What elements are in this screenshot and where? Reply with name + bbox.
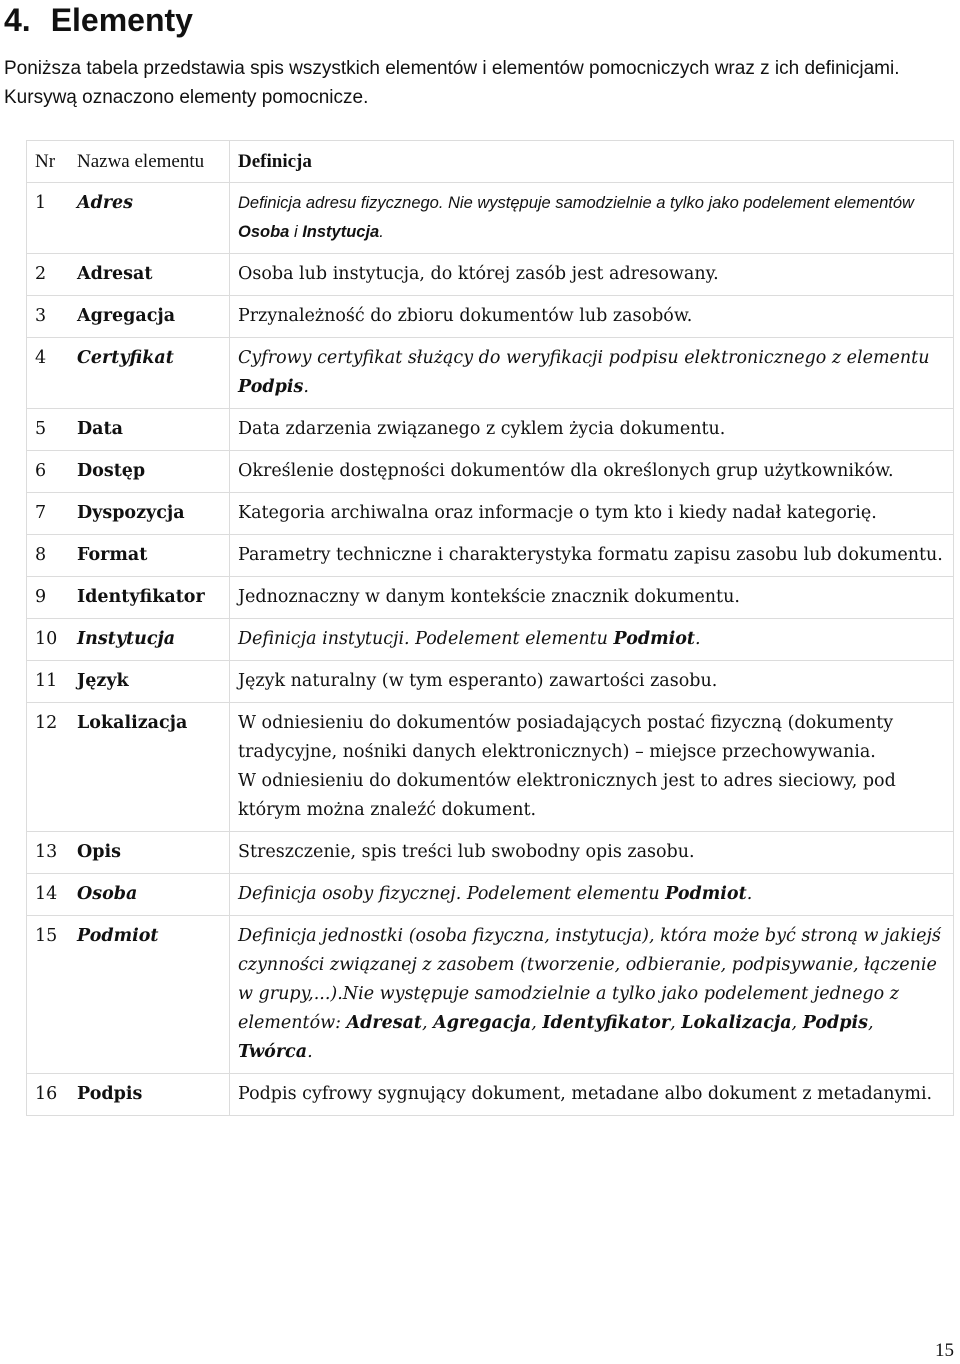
row-number: 2 [27,254,78,296]
element-definition [230,832,954,874]
row-number: 14 [27,874,78,916]
definition-term: Instytucja [302,223,380,241]
row-number: 6 [27,451,78,493]
element-definition [230,874,954,916]
definition-text: Data zdarzenia związanego z cyklem życia dokumentu. [238,419,726,439]
table-row [27,296,954,338]
table-row [27,254,954,296]
element-name: Osoba [77,874,230,916]
definition-text: Język naturalny (w tym esperanto) zawartości zasobu. [238,671,718,691]
table-row [27,409,954,451]
element-definition [230,661,954,703]
definition-text: . [379,223,384,241]
row-number: 3 [27,296,78,338]
row-number: 13 [27,832,78,874]
definition-text: , [670,1013,682,1033]
table-row [27,338,954,409]
element-name: Format [77,535,230,577]
element-name: Dyspozycja [77,493,230,535]
row-number: 10 [27,619,78,661]
definition-term: Osoba [238,223,290,241]
element-name: Certyfikat [77,338,230,409]
row-number: 11 [27,661,78,703]
definition-text: . [746,884,753,904]
definition-text: Parametry techniczne i charakterystyka formatu zapisu zasobu lub dokumentu. [238,545,943,565]
definition-text: Podpis cyfrowy sygnujący dokument, metadane albo dokument z metadanymi. [238,1084,933,1104]
definition-text: W odniesieniu do dokumentów posiadających postać fizyczną (dokumenty tradycyjne, nośniki danych elektronicznych) – miejsce przechowywania. [238,713,894,762]
element-name: Adresat [77,254,230,296]
page-number: 15 [935,1340,954,1361]
element-definition [230,916,954,1074]
table-row [27,619,954,661]
row-number: 5 [27,409,78,451]
definition-text: Cyfrowy certyfikat służący do weryfikacji podpisu elektronicznego z elementu [238,348,930,368]
table-row [27,577,954,619]
row-number: 12 [27,703,78,832]
definition-text: Streszczenie, spis treści lub swobodny opis zasobu. [238,842,695,862]
element-name: Data [77,409,230,451]
table-row [27,874,954,916]
row-number: 16 [27,1074,78,1116]
definition-text: . [303,377,309,397]
elements-table [26,140,954,1116]
table-row [27,661,954,703]
header-name: Nazwa elementu [77,141,230,183]
element-definition [230,296,954,338]
element-definition [230,183,954,254]
row-number: 15 [27,916,78,1074]
definition-text: . [307,1042,313,1062]
definition-text: , [791,1013,803,1033]
row-number: 4 [27,338,78,409]
definition-term: Podpis [802,1013,869,1033]
element-definition [230,409,954,451]
element-name: Adres [77,183,230,254]
element-name: Język [77,661,230,703]
section-number: 4. [4,2,31,38]
element-name: Agregacja [77,296,230,338]
section-heading [4,0,193,40]
definition-text: Definicja instytucji. Podelement elementu [238,629,614,649]
definition-text: Definicja jednostki (osoba fizyczna, instytucja), która może być stroną w jakiejś czynności związanej z zasobem (tworzenie, odbieranie, podpisywanie, łączenie w grupy,...).Nie występuje samodzielnie a tylko jako podelement jednego z elementów: [238,926,941,1033]
definition-term: Identyfikator [542,1013,671,1033]
element-definition [230,254,954,296]
table-row [27,916,954,1074]
definition-text: Określenie dostępności dokumentów dla określonych grup użytkowników. [238,461,894,481]
definition-text: Osoba lub instytucja, do której zasób jest adresowany. [238,264,719,284]
row-number: 1 [27,183,78,254]
element-name: Identyfikator [77,577,230,619]
header-nr: Nr [27,141,78,183]
element-name: Dostęp [77,451,230,493]
element-definition [230,493,954,535]
definition-term: Podmiot [613,629,696,649]
element-definition [230,703,954,832]
definition-term: Lokalizacja [681,1013,792,1033]
row-number: 9 [27,577,78,619]
definition-text: , [868,1013,874,1033]
definition-term: Podpis [238,377,304,397]
element-name: Lokalizacja [77,703,230,832]
element-name: Instytucja [77,619,230,661]
table-row [27,703,954,832]
definition-text: Kategoria archiwalna oraz informacje o tym kto i kiedy nadał kategorię. [238,503,877,523]
row-number: 8 [27,535,78,577]
table-row [27,493,954,535]
element-definition [230,338,954,409]
definition-text: Definicja osoby fizycznej. Podelement elementu [238,884,666,904]
definition-text: Jednoznaczny w danym kontekście znacznik dokumentu. [238,587,740,607]
table-header-row [27,141,954,183]
element-definition [230,535,954,577]
definition-term: Podmiot [665,884,747,904]
definition-text: Definicja adresu fizycznego. Nie występuje samodzielnie a tylko jako podelement elementów [238,194,914,212]
table-row [27,1074,954,1116]
element-definition [230,1074,954,1116]
definition-term: Agregacja [433,1013,532,1033]
definition-term: Adresat [346,1013,422,1033]
table-row [27,451,954,493]
table-row [27,832,954,874]
element-name: Opis [77,832,230,874]
element-name: Podmiot [77,916,230,1074]
header-definition: Definicja [230,141,954,183]
intro-paragraph: Poniższa tabela przedstawia spis wszystkich elementów i elementów pomocniczych wraz z ich definicjami. Kursywą oznaczono elementy pomocnicze. [4,58,900,108]
row-number: 7 [27,493,78,535]
definition-text: . [695,629,701,649]
table-row [27,535,954,577]
element-definition [230,577,954,619]
definition-text: Przynależność do zbioru dokumentów lub zasobów. [238,306,693,326]
definition-term: Twórca [238,1042,308,1062]
definition-text: W odniesieniu do dokumentów elektronicznych jest to adres sieciowy, pod którym można znaleźć dokument. [238,771,896,820]
element-definition [230,619,954,661]
element-definition [230,451,954,493]
definition-text: , [531,1013,543,1033]
definition-text: i [289,223,303,241]
definition-text: , [422,1013,434,1033]
element-name: Podpis [77,1074,230,1116]
section-title: Elementy [50,2,193,38]
table-row [27,183,954,254]
